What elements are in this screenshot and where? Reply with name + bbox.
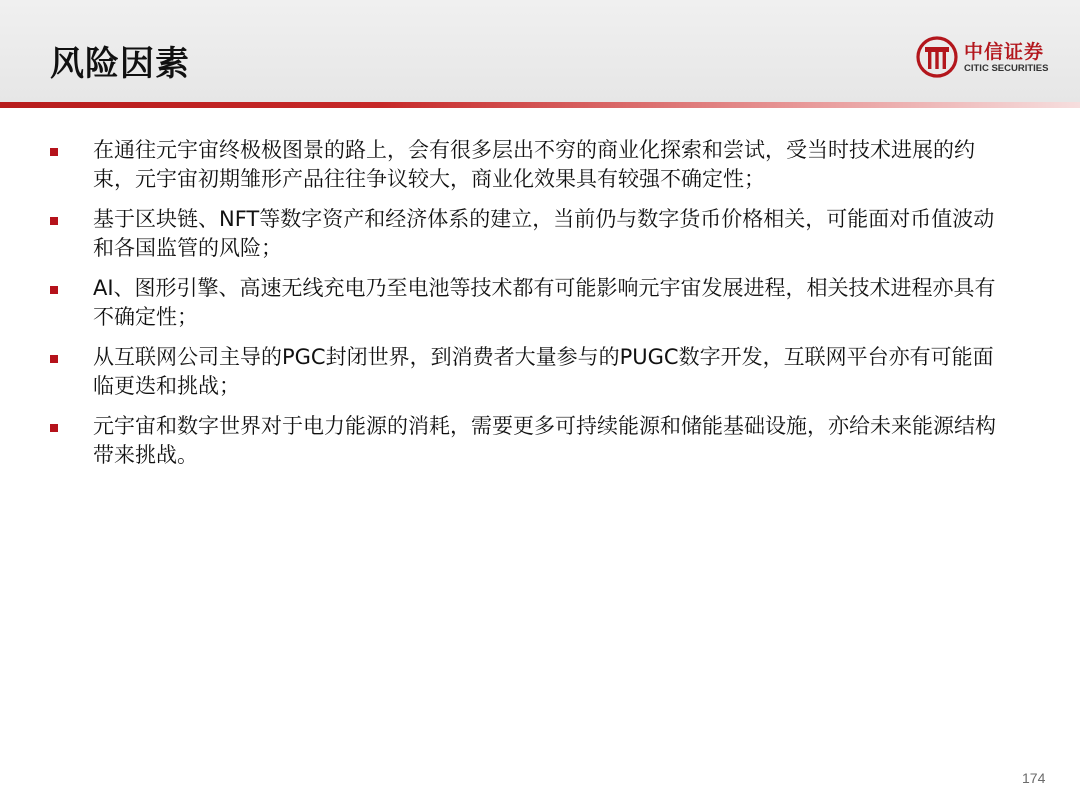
list-item — [50, 274, 1030, 332]
page-number: 174 — [1022, 770, 1046, 786]
list-item — [50, 205, 1030, 263]
bullet-text: 从互联网公司主导的PGC封闭世界，到消费者大量参与的PUGC数字开发，互联网平台亦有可能面临更迭和挑战； — [93, 345, 994, 398]
header-divider — [0, 102, 1080, 108]
list-item — [50, 343, 1030, 401]
bullet-text: 元宇宙和数字世界对于电力能源的消耗，需要更多可持续能源和储能基础设施，亦给未来能源结构带来挑战。 — [93, 414, 996, 467]
bullet-text: AI、图形引擎、高速无线充电乃至电池等技术都有可能影响元宇宙发展进程，相关技术进程亦具有不确定性； — [93, 276, 996, 329]
list-item — [50, 412, 1030, 470]
bullet-square-icon — [50, 286, 58, 294]
bullet-square-icon — [50, 217, 58, 225]
bullet-text: 基于区块链、NFT等数字资产和经济体系的建立，当前仍与数字货币价格相关，可能面对币值波动和各国监管的风险； — [93, 207, 995, 260]
list-item — [50, 136, 1030, 194]
logo-name-en: CITIC SECURITIES — [964, 63, 1049, 74]
bullet-square-icon — [50, 355, 58, 363]
logo-name-cn: 中信证券 — [964, 41, 1045, 63]
bullet-square-icon — [50, 148, 58, 156]
citic-logo — [916, 36, 1066, 78]
citic-logo-icon — [916, 36, 958, 78]
bullet-square-icon — [50, 424, 58, 432]
risk-factor-list — [50, 136, 1030, 481]
header-bar — [0, 0, 1080, 104]
bullet-text: 在通往元宇宙终极极图景的路上，会有很多层出不穷的商业化探索和尝试，受当时技术进展的约束，元宇宙初期雏形产品往往争议较大，商业化效果具有较强不确定性； — [93, 138, 975, 191]
page-title: 风险因素 — [50, 44, 190, 84]
